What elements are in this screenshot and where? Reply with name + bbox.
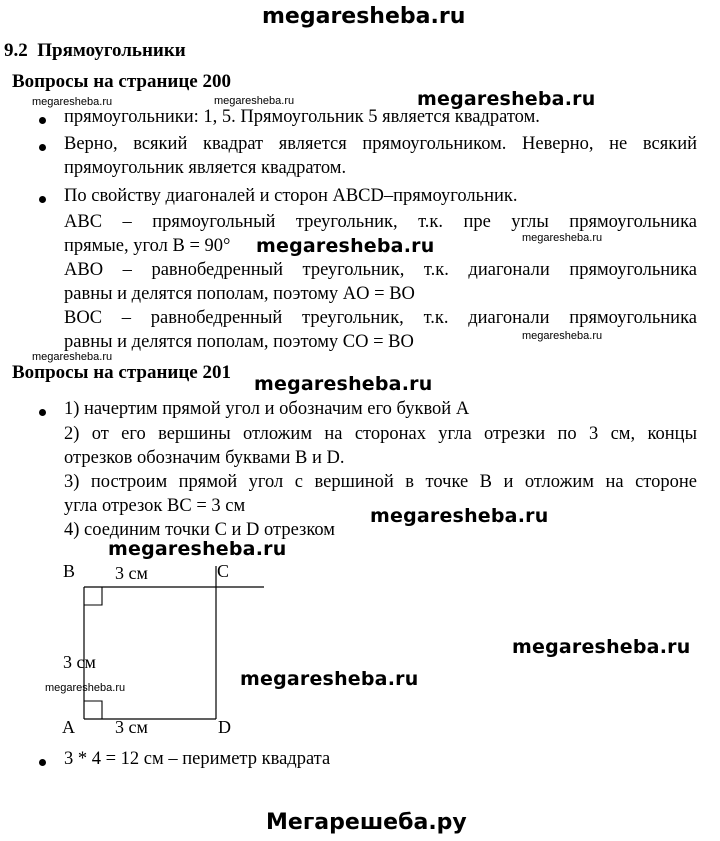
bullet-icon — [39, 144, 46, 151]
heading-questions-201: Вопросы на странице 201 — [12, 362, 231, 383]
vertex-label-b: B — [63, 561, 76, 581]
watermark-small: megaresheba.ru — [45, 682, 126, 694]
section-title: 9.2 Прямоугольники — [4, 40, 186, 61]
list-item: прямые, угол B = 90° — [64, 236, 231, 256]
list-item: Верно, всякий квадрат является прямоугольником. Неверно, не всякий — [64, 134, 697, 154]
watermark-big: megaresheba.ru — [370, 505, 549, 527]
side-label-left: 3 см — [63, 652, 96, 672]
watermark-small: megaresheba.ru — [32, 96, 113, 108]
site-footer: Мегарешеба.ру — [266, 810, 467, 835]
watermark-small: megaresheba.ru — [32, 351, 113, 363]
perimeter-text: 3 * 4 = 12 см – периметр квадрата — [64, 749, 331, 769]
list-item: равны и делятся пополам, поэтому CO = BO — [64, 332, 414, 352]
list-item: По свойству диагоналей и сторон ABCD–прямоугольник. — [64, 186, 518, 206]
list-item: ABO – равнобедренный треугольник, т.к. диагонали прямоугольника — [64, 260, 697, 280]
list-item: равны и делятся пополам, поэтому AO = BO — [64, 284, 415, 304]
watermark-small: megaresheba.ru — [522, 330, 603, 342]
watermark-big: megaresheba.ru — [108, 538, 287, 560]
vertex-label-c: C — [217, 561, 230, 581]
step-item: угла отрезок BC = 3 см — [64, 496, 246, 516]
list-item: BOC – равнобедренный треугольник, т.к. диагонали прямоугольника — [64, 308, 697, 328]
step-item: 4) соединим точки C и D отрезком — [64, 520, 336, 540]
watermark-small: megaresheba.ru — [214, 95, 295, 107]
right-angle-mark-a — [84, 701, 102, 719]
watermark-small: megaresheba.ru — [522, 232, 603, 244]
watermark-big: megaresheba.ru — [240, 668, 419, 690]
step-item: 2) от его вершины отложим на сторонах угла отрезки по 3 см, концы — [64, 424, 697, 444]
bullet-icon — [39, 117, 46, 124]
vertex-label-d: D — [218, 717, 231, 737]
watermark-big: megaresheba.ru — [256, 235, 435, 257]
step-item: 3) построим прямой угол с вершиной в точке B и отложим на стороне — [64, 472, 697, 492]
vertex-label-a: A — [62, 717, 75, 737]
watermark-big: megaresheba.ru — [417, 88, 596, 110]
list-item: прямоугольники: 1, 5. Прямоугольник 5 является квадратом. — [64, 107, 540, 127]
list-item: ABC – прямоугольный треугольник, т.к. пре углы прямоугольника — [64, 212, 697, 232]
step-item: отрезков обозначим буквами B и D. — [64, 448, 345, 468]
side-label-bottom: 3 см — [115, 717, 148, 737]
watermark-big: megaresheba.ru — [254, 373, 433, 395]
watermark-big: megaresheba.ru — [512, 636, 691, 658]
right-angle-mark-b — [84, 587, 102, 605]
side-label-top: 3 см — [115, 563, 148, 583]
heading-questions-200: Вопросы на странице 200 — [12, 71, 231, 92]
step-item: 1) начертим прямой угол и обозначим его буквой A — [64, 399, 470, 419]
bullet-icon — [39, 759, 46, 766]
site-header: megaresheba.ru — [262, 4, 466, 29]
bullet-icon — [39, 196, 46, 203]
bullet-icon — [39, 409, 46, 416]
list-item: прямоугольник является квадратом. — [64, 158, 347, 178]
